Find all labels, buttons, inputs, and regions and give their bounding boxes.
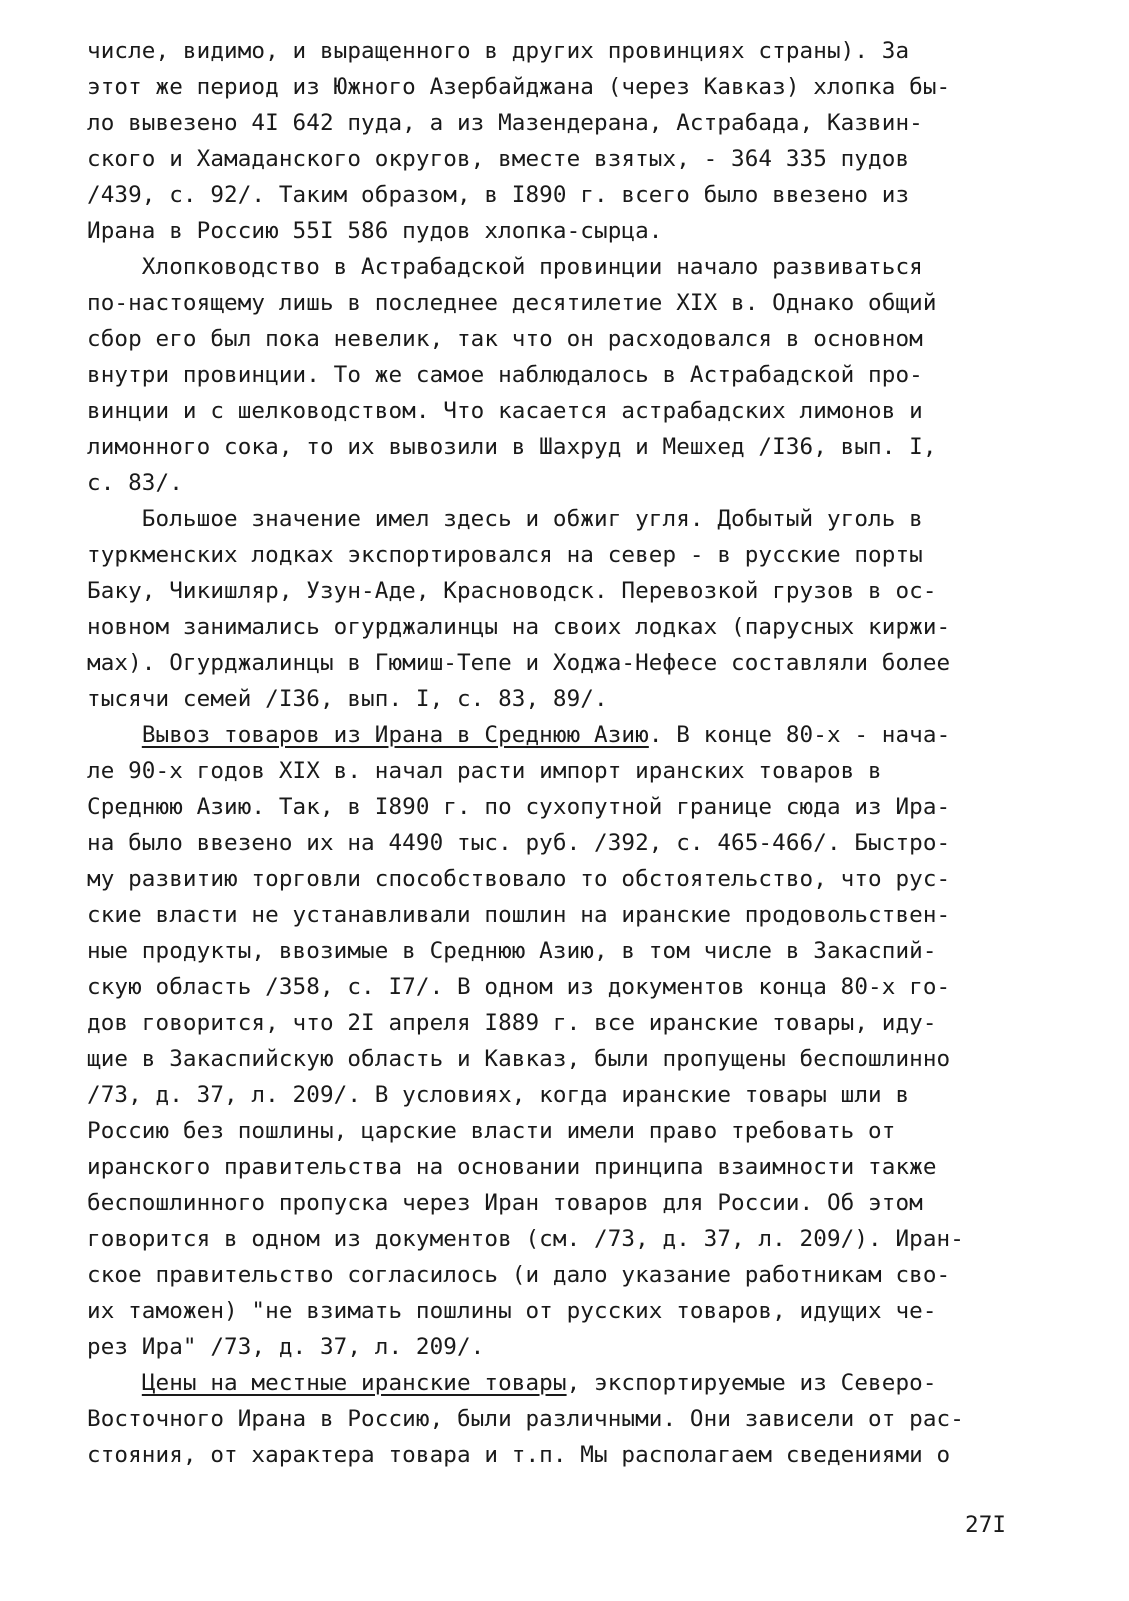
text-line: с. 83/.	[87, 470, 183, 496]
text-line: говорится в одном из документов (см. /73, д. 37, л. 209/). Иран-	[87, 1226, 964, 1252]
text-line: Большое значение имел здесь и обжиг угля. Добытый уголь в	[87, 506, 923, 532]
text-line: ского и Хамаданского округов, вместе взятых, - 364 335 пудов	[87, 146, 910, 172]
text-line: скую область /358, с. I7/. В одном из документов конца 80-х го-	[87, 974, 951, 1000]
text-line: ле 90-х годов XIX в. начал расти импорт иранских товаров в	[87, 758, 882, 784]
text-line: Восточного Ирана в Россию, были различными. Они зависели от рас-	[87, 1406, 964, 1432]
page-number: 27I	[965, 1512, 1007, 1538]
text-line: Хлопководство в Астрабадской провинции начало развиваться	[87, 254, 923, 280]
text-line: беспошлинного пропуска через Иран товаров для России. Об этом	[87, 1190, 923, 1216]
text-line: числе, видимо, и выращенного в других провинциях страны). За	[87, 38, 910, 64]
text-line: сбор его был пока невелик, так что он расходовался в основном	[87, 326, 923, 352]
text-line: /439, с. 92/. Таким образом, в I890 г. всего было ввезено из	[87, 182, 910, 208]
text-line: Среднюю Азию. Так, в I890 г. по сухопутной границе сюда из Ира-	[87, 794, 951, 820]
text-line: туркменских лодках экспортировался на север - в русские порты	[87, 542, 923, 568]
text-line: ские власти не устанавливали пошлин на иранские продовольствен-	[87, 902, 951, 928]
text-line: стояния, от характера товара и т.п. Мы располагаем сведениями о	[87, 1442, 951, 1468]
text-line: этот же период из Южного Азербайджана (через Кавказ) хлопка бы-	[87, 74, 951, 100]
text-line: дов говорится, что 2I апреля I889 г. все иранские товары, иду-	[87, 1010, 937, 1036]
section-heading: Вывоз товаров из Ирана в Среднюю Азию	[141, 722, 649, 748]
text-line: иранского правительства на основании принципа взаимности также	[87, 1154, 937, 1180]
text-line: по-настоящему лишь в последнее десятилетие XIX в. Однако общий	[87, 290, 937, 316]
text-line: лимонного сока, то их вывозили в Шахруд и Мешхед /I36, вып. I,	[87, 434, 937, 460]
section-heading: Цены на местные иранские товары	[141, 1370, 567, 1396]
text-line: /73, д. 37, л. 209/. В условиях, когда иранские товары шли в	[87, 1082, 910, 1108]
text-line: Ирана в Россию 55I 586 пудов хлопка-сырца.	[87, 218, 663, 244]
text-line: Россию без пошлины, царские власти имели право требовать от	[87, 1118, 896, 1144]
text-line: рез Ира" /73, д. 37, л. 209/.	[87, 1334, 485, 1360]
text-line: ные продукты, ввозимые в Среднюю Азию, в том числе в Закаспий-	[87, 938, 937, 964]
text-line: на было ввезено их на 4490 тыс. руб. /392, с. 465-466/. Быстро-	[87, 830, 951, 856]
section-heading-line	[87, 724, 950, 747]
text-line: мах). Огурджалинцы в Гюмиш-Тепе и Ходжа-Нефесе составляли более	[87, 650, 951, 676]
text-line: винции и с шелководством. Что касается астрабадских лимонов и	[87, 398, 923, 424]
text-line: внутри провинции. То же самое наблюдалось в Астрабадской про-	[87, 362, 923, 388]
text-line: Баку, Чикишляр, Узун-Аде, Красноводск. Перевозкой грузов в ос-	[87, 578, 937, 604]
text-line: ское правительство согласилось (и дало указание работникам сво-	[87, 1262, 951, 1288]
text-line: новном занимались огурджалинцы на своих лодках (парусных киржи-	[87, 614, 951, 640]
text-line: их таможен) "не взимать пошлины от русских товаров, идущих че-	[87, 1298, 937, 1324]
heading-continuation: . В конце 80-х - нача-	[648, 722, 951, 748]
heading-continuation: , экспортируемые из Северо-	[566, 1370, 937, 1396]
text-line: тысячи семей /I36, вып. I, с. 83, 89/.	[87, 686, 608, 712]
section-heading-line	[87, 1372, 937, 1395]
text-line: ло вывезено 4I 642 пуда, а из Мазендерана, Астрабада, Казвин-	[87, 110, 923, 136]
text-line: щие в Закаспийскую область и Кавказ, были пропущены беспошлинно	[87, 1046, 951, 1072]
text-line: му развитию торговли способствовало то обстоятельство, что рус-	[87, 866, 951, 892]
